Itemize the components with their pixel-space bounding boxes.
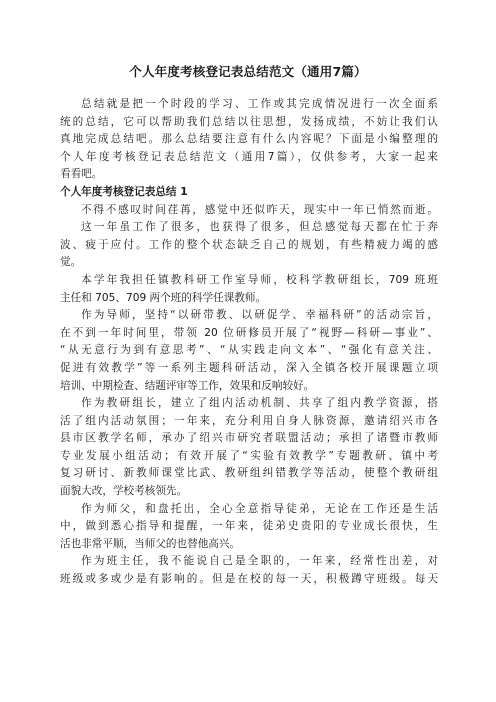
text-line: 促进有效教学”等一系列主题科研活动，深入全镇各校开展课题立项 <box>60 361 438 374</box>
text-line: 波、疲于应付。工作的整个状态缺乏自己的规划，有些精疲力竭的感 <box>60 238 438 251</box>
page-title: 个人年度考核登记表总结范文（通用7篇） <box>129 64 367 79</box>
text-line: 活了组内活动氛围；一年来，充分利用自身人脉资源，邀请绍兴市各 <box>60 414 438 427</box>
text-line: 活也非常平顺，当师父的也替他高兴。 <box>60 537 241 550</box>
text-line: 总结就是把一个时段的学习、工作或其完成情况进行一次全面系 <box>81 98 438 110</box>
text-line: 觉。 <box>60 256 82 269</box>
text-line: 作为师父，和盘托出，全心全意指导徒弟，无论在工作还是生活 <box>81 502 438 515</box>
text-line: 班级或多或少是有影响的。但是在校的每一天，积极蹲守班级。每天 <box>60 573 438 586</box>
text-line: 作为教研组长，建立了组内活动机制、共享了组内教学资源，搭 <box>81 397 438 410</box>
text-line: 本学年我担任镇教科研工作室导师，校科学教研组长，709 班班 <box>81 273 438 286</box>
text-line: 专业发展小组活动；有效开展了“实验有效教学”专题教研、镇中考 <box>60 449 438 462</box>
text-line: 中，做到悉心指导和提醒，一年来，徒弟史贵阳的专业成长很快，生 <box>60 520 438 533</box>
text-line: 作为班主任，我不能说自己是全职的，一年来，经常性出差，对 <box>81 555 438 568</box>
text-line: 真地完成总结吧。那么总结要注意有什么内容呢？下面是小编整理的 <box>60 133 438 146</box>
document-body <box>60 96 438 589</box>
text-line: 复习研讨、新教师课堂比武、教研组纠错教学等活动，使整个教研组 <box>60 467 438 480</box>
text-line: 在不到一年时间里，带领 20 位研修员开展了“视野—科研—事业”、 <box>60 326 438 339</box>
text-line: 个人年度考核登记表总结范文（通用7篇），仅供参考，大家一起来 <box>60 150 438 163</box>
text-line: 县市区教学名师，承办了绍兴市研究者联盟活动；承担了诸暨市教师 <box>60 432 438 445</box>
text-line: 主任和 705、709 两个班的科学任课教师。 <box>60 291 267 304</box>
text-line: 这一年虽工作了很多，也获得了很多，但总感觉每天都在忙于奔 <box>81 221 438 234</box>
text-line: 培训、中期检查、结题评审等工作，效果和反响较好。 <box>60 379 315 392</box>
section-heading: 个人年度考核登记表总结 1 <box>60 185 188 198</box>
text-line: “从无意行为到有意思考”、“从实践走向文本”、“强化有意关注、 <box>60 344 438 357</box>
text-line: 面貌大改，学校考核领先。 <box>60 485 188 498</box>
text-line: 不得不感叹时间荏苒，感觉中还似昨天，现实中一年已悄然而逝。 <box>81 203 438 216</box>
text-line: 统的总结，它可以帮助我们总结以往思想，发扬成绩，不妨让我们认 <box>60 115 438 128</box>
text-line: 看看吧。 <box>60 168 103 181</box>
text-line: 作为导师，坚持“以研带教、以研促学、幸福科研”的活动宗旨， <box>81 309 438 322</box>
